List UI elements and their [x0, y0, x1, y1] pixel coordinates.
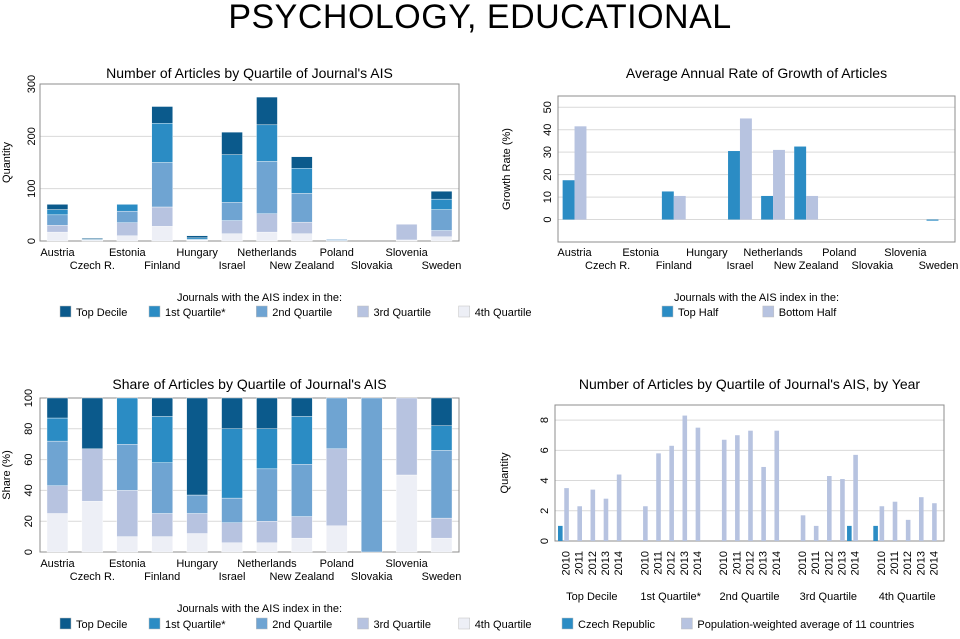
- plot-frame: [558, 96, 955, 242]
- y-tick-label: 8: [539, 417, 551, 424]
- bar-population: [591, 490, 596, 541]
- legend-title: Journals with the AIS index in the:: [176, 292, 343, 304]
- bar: [740, 118, 752, 219]
- bar-population: [735, 435, 740, 541]
- bar: [761, 196, 773, 220]
- bar-segment: [47, 210, 68, 215]
- x-tick-label: Slovenia: [385, 558, 428, 570]
- bar-segment: [256, 232, 277, 241]
- bar-segment: [256, 125, 277, 162]
- x-tick-label: Estonia: [108, 247, 146, 259]
- bar-segment: [152, 207, 173, 226]
- y-tick-label: 0: [23, 548, 35, 556]
- bar-population: [669, 446, 674, 541]
- y-tick-label: 30: [542, 146, 554, 159]
- bar-segment: [117, 444, 138, 490]
- bar-population: [748, 431, 753, 541]
- bar-segment: [222, 543, 243, 552]
- legend-swatch: [60, 306, 71, 317]
- bar-segment: [326, 526, 347, 552]
- x-tick-label: Austria: [40, 247, 75, 259]
- bar-population: [604, 499, 609, 541]
- x-tick-label: 2013: [757, 551, 770, 576]
- x-tick-label: Slovenia: [884, 247, 927, 259]
- x-tick-label: Czech R.: [69, 571, 115, 583]
- bar-segment: [291, 416, 312, 464]
- y-tick-label: 0: [542, 216, 554, 223]
- bar-segment: [291, 193, 312, 222]
- x-tick-label: Hungary: [176, 558, 218, 570]
- bar-segment: [291, 517, 312, 539]
- chart-title: Share of Articles by Quartile of Journal's AIS: [112, 376, 387, 392]
- bar-segment: [222, 234, 243, 241]
- x-tick-label: 2010: [875, 551, 888, 576]
- y-tick-label: 60: [23, 453, 35, 466]
- bar: [794, 147, 806, 220]
- bar-population: [577, 506, 582, 541]
- bar-segment: [187, 238, 208, 240]
- x-tick-label: Slovakia: [851, 260, 894, 272]
- x-tick-label: 2013: [836, 551, 849, 576]
- bar-population: [564, 488, 569, 541]
- bar-segment: [396, 475, 417, 552]
- x-tick-label: Israel: [726, 260, 754, 272]
- chart-title: Number of Articles by Quartile of Journal's AIS: [106, 65, 393, 81]
- legend-label: Bottom Half: [778, 307, 837, 319]
- x-tick-label: 2010: [797, 551, 810, 576]
- bar-segment: [256, 429, 277, 469]
- x-tick-label: 2012: [665, 551, 678, 576]
- legend-swatch: [149, 306, 160, 317]
- bar: [674, 196, 686, 220]
- bar-population: [722, 440, 727, 541]
- legend-swatch: [459, 618, 470, 629]
- chart-3: [1, 376, 532, 631]
- bar-population: [840, 479, 845, 541]
- bar: [662, 191, 674, 219]
- bar-segment: [47, 225, 68, 232]
- legend-swatch: [358, 306, 369, 317]
- x-tick-label: Czech R.: [585, 260, 631, 272]
- bar-population: [932, 503, 937, 541]
- bar-population: [880, 506, 885, 541]
- bar-population: [643, 506, 648, 541]
- legend-label: 2nd Quartile: [272, 307, 333, 319]
- bar-segment: [256, 398, 277, 429]
- bar-population: [761, 467, 766, 541]
- bar-segment: [291, 538, 312, 552]
- bar-segment: [222, 132, 243, 155]
- bar-segment: [47, 514, 68, 553]
- x-tick-label: Netherlands: [237, 558, 297, 570]
- x-tick-label: 2014: [849, 551, 862, 576]
- bar-segment: [256, 469, 277, 521]
- chart-title: Average Annual Rate of Growth of Articles: [625, 65, 888, 81]
- bar: [927, 220, 939, 221]
- group-label: 2nd Quartile: [719, 591, 780, 603]
- y-axis-label: Quantity: [1, 142, 13, 183]
- x-tick-label: 2013: [915, 551, 928, 576]
- bar-segment: [222, 523, 243, 543]
- bar-segment: [82, 501, 103, 552]
- bar-segment: [47, 232, 68, 241]
- bar-segment: [326, 239, 347, 240]
- bar-segment: [256, 521, 277, 543]
- y-tick-label: 0: [539, 537, 551, 545]
- group-label: 3rd Quartile: [799, 591, 858, 603]
- legend-swatch: [459, 306, 470, 317]
- bar-segment: [187, 236, 208, 238]
- legend-swatch: [149, 618, 160, 629]
- y-tick-label: 40: [23, 484, 35, 497]
- x-tick-label: Slovenia: [385, 247, 428, 259]
- x-tick-label: 2011: [810, 551, 823, 575]
- y-tick-label: 2: [539, 507, 551, 514]
- x-tick-label: Austria: [40, 558, 75, 570]
- bar-segment: [152, 226, 173, 241]
- x-tick-label: 2010: [718, 551, 731, 576]
- legend-label: Top Decile: [76, 619, 128, 631]
- bar-segment: [431, 237, 452, 241]
- x-tick-label: 2011: [889, 551, 902, 575]
- bar: [563, 180, 575, 219]
- bar-segment: [396, 224, 417, 240]
- x-tick-label: Finland: [655, 260, 692, 272]
- bar-segment: [431, 426, 452, 451]
- bar-segment: [291, 234, 312, 241]
- bar-segment: [222, 221, 243, 234]
- x-tick-label: Austria: [557, 247, 592, 259]
- legend-label: 2nd Quartile: [272, 619, 333, 631]
- y-tick-label: 6: [539, 447, 551, 454]
- bar-czech: [558, 526, 563, 541]
- legend-title: Journals with the AIS index in the:: [176, 603, 343, 615]
- legend-label: 3rd Quartile: [373, 307, 431, 319]
- bar: [728, 151, 740, 220]
- bar-segment: [47, 204, 68, 209]
- legend-label: Population-weighted average of 11 countries: [697, 619, 915, 631]
- x-tick-label: 2014: [770, 551, 783, 576]
- bar-segment: [222, 398, 243, 429]
- bar-segment: [187, 495, 208, 513]
- legend-label: 1st Quartile*: [165, 307, 226, 319]
- bar-segment: [431, 538, 452, 552]
- legend-label: Top Decile: [76, 307, 128, 319]
- bar-segment: [117, 398, 138, 444]
- bar-segment: [187, 514, 208, 534]
- legend-label: 1st Quartile*: [165, 619, 226, 631]
- legend-label: 3rd Quartile: [373, 619, 431, 631]
- bar-czech: [847, 526, 852, 541]
- bar-segment: [291, 398, 312, 416]
- y-tick-label: 200: [26, 127, 38, 146]
- x-tick-label: Hungary: [176, 247, 218, 259]
- y-tick-label: 80: [23, 422, 35, 435]
- bar-segment: [47, 418, 68, 441]
- bar-segment: [117, 537, 138, 552]
- x-tick-label: 2011: [652, 551, 665, 575]
- x-tick-label: Netherlands: [743, 247, 803, 259]
- x-tick-label: 2013: [678, 551, 691, 576]
- y-tick-label: 300: [26, 74, 38, 94]
- y-tick-label: 40: [542, 123, 554, 136]
- bar-segment: [152, 123, 173, 162]
- x-tick-label: 2014: [691, 551, 704, 576]
- x-tick-label: 2011: [731, 551, 744, 575]
- legend-label: Czech Republic: [578, 619, 656, 631]
- bar-segment: [291, 168, 312, 193]
- x-tick-label: 2012: [902, 551, 915, 576]
- bar-segment: [47, 215, 68, 225]
- bar-segment: [256, 97, 277, 125]
- bar-segment: [82, 398, 103, 449]
- x-tick-label: 2012: [744, 551, 757, 576]
- bar-population: [919, 497, 924, 541]
- bar-segment: [431, 210, 452, 231]
- group-label: 4th Quartile: [878, 591, 936, 603]
- y-tick-label: 0: [26, 237, 38, 245]
- bar-segment: [431, 231, 452, 237]
- bar-segment: [431, 518, 452, 538]
- x-tick-label: Poland: [319, 247, 354, 259]
- legend-title: Journals with the AIS index in the:: [673, 292, 840, 304]
- bar-segment: [117, 490, 138, 536]
- bar-segment: [431, 199, 452, 209]
- bar-segment: [291, 222, 312, 234]
- bar-population: [656, 453, 661, 541]
- x-tick-label: 2013: [599, 551, 612, 576]
- group-label: Top Decile: [566, 591, 618, 603]
- x-tick-label: Finland: [144, 571, 181, 583]
- x-tick-label: New Zealand: [269, 260, 335, 272]
- bar-segment: [222, 155, 243, 203]
- bar-segment: [431, 398, 452, 426]
- x-tick-label: Israel: [218, 260, 246, 272]
- x-tick-label: New Zealand: [269, 571, 335, 583]
- legend-swatch: [662, 306, 673, 317]
- x-tick-label: 2010: [639, 551, 652, 576]
- y-tick-label: 20: [23, 515, 35, 528]
- bar-segment: [291, 157, 312, 169]
- bar: [773, 150, 785, 220]
- legend-swatch: [60, 618, 71, 629]
- bar-population: [853, 455, 858, 541]
- x-tick-label: Estonia: [622, 247, 660, 259]
- bar-segment: [47, 441, 68, 486]
- page-title: PSYCHOLOGY, EDUCATIONAL: [228, 0, 732, 36]
- bar-population: [774, 431, 779, 541]
- x-tick-label: Sweden: [421, 571, 462, 583]
- x-tick-label: 2012: [586, 551, 599, 576]
- x-tick-label: Estonia: [108, 558, 146, 570]
- bar-segment: [256, 543, 277, 552]
- bar-population: [827, 476, 832, 541]
- bar-population: [906, 520, 911, 541]
- bar-segment: [222, 202, 243, 220]
- bar: [806, 196, 818, 220]
- bar-segment: [187, 534, 208, 552]
- bar-czech: [873, 526, 878, 541]
- group-label: 1st Quartile*: [640, 591, 701, 603]
- x-tick-label: New Zealand: [773, 260, 839, 272]
- x-tick-label: Sweden: [918, 260, 959, 272]
- chart-1: [1, 65, 532, 319]
- bar-population: [893, 502, 898, 541]
- bar: [575, 126, 587, 219]
- chart-4: [499, 376, 944, 631]
- x-tick-label: 2014: [613, 551, 626, 576]
- y-tick-label: 4: [539, 477, 551, 484]
- bar-segment: [117, 223, 138, 236]
- bar-segment: [117, 204, 138, 211]
- y-tick-label: 20: [542, 168, 554, 181]
- legend-swatch: [681, 618, 692, 629]
- bar-segment: [256, 161, 277, 213]
- bar-segment: [187, 398, 208, 495]
- bar-segment: [152, 163, 173, 207]
- bar-population: [696, 428, 701, 541]
- bar-segment: [47, 398, 68, 418]
- bar-segment: [152, 537, 173, 552]
- y-axis-label: Growth Rate (%): [501, 128, 513, 210]
- bar-segment: [152, 107, 173, 124]
- bar-segment: [47, 486, 68, 514]
- x-tick-label: Poland: [319, 558, 354, 570]
- x-tick-label: Netherlands: [237, 247, 297, 259]
- x-tick-label: Sweden: [421, 260, 462, 272]
- chart-2: [501, 65, 958, 319]
- bar-segment: [152, 398, 173, 416]
- x-tick-label: Poland: [822, 247, 857, 259]
- bar-segment: [117, 236, 138, 241]
- legend-swatch: [562, 618, 573, 629]
- legend-label: Top Half: [678, 307, 719, 319]
- x-tick-label: Slovakia: [350, 571, 393, 583]
- bar-segment: [152, 416, 173, 462]
- bar-segment: [431, 450, 452, 518]
- bar-population: [617, 475, 622, 541]
- legend-label: 4th Quartile: [474, 619, 532, 631]
- x-tick-label: 2014: [928, 551, 941, 576]
- bar-segment: [396, 398, 417, 475]
- x-tick-label: Finland: [144, 260, 181, 272]
- x-tick-label: Israel: [218, 571, 246, 583]
- legend-swatch: [358, 618, 369, 629]
- x-tick-label: Hungary: [686, 247, 728, 259]
- bar-segment: [82, 449, 103, 501]
- y-axis-label: Share (%): [1, 450, 13, 500]
- bar-segment: [222, 429, 243, 498]
- y-tick-label: 50: [542, 101, 554, 114]
- y-tick-label: 100: [26, 179, 38, 198]
- bar-segment: [326, 398, 347, 449]
- plot-frame: [40, 84, 459, 241]
- bar-segment: [222, 498, 243, 523]
- bar-population: [682, 416, 687, 541]
- bar-segment: [291, 464, 312, 516]
- chart-title: Number of Articles by Quartile of Journal's AIS, by Year: [578, 376, 921, 392]
- x-tick-label: 2010: [560, 551, 573, 576]
- bar-segment: [326, 449, 347, 526]
- legend-label: 4th Quartile: [474, 307, 532, 319]
- bar-segment: [82, 238, 103, 239]
- legend-swatch: [256, 306, 267, 317]
- bar-segment: [152, 514, 173, 537]
- bar-segment: [361, 398, 382, 552]
- x-tick-label: 2012: [823, 551, 836, 576]
- legend-swatch: [256, 618, 267, 629]
- bar-population: [801, 515, 806, 541]
- bar-segment: [256, 214, 277, 232]
- bar-population: [814, 526, 819, 541]
- y-tick-label: 10: [542, 190, 554, 204]
- x-tick-label: Czech R.: [69, 260, 115, 272]
- bar-segment: [117, 211, 138, 223]
- legend-swatch: [763, 306, 774, 317]
- bar-segment: [152, 463, 173, 514]
- bar-segment: [431, 191, 452, 199]
- x-tick-label: 2011: [573, 551, 586, 575]
- y-axis-label: Quantity: [499, 452, 511, 494]
- x-tick-label: Slovakia: [350, 260, 393, 272]
- y-tick-label: 100: [23, 388, 35, 408]
